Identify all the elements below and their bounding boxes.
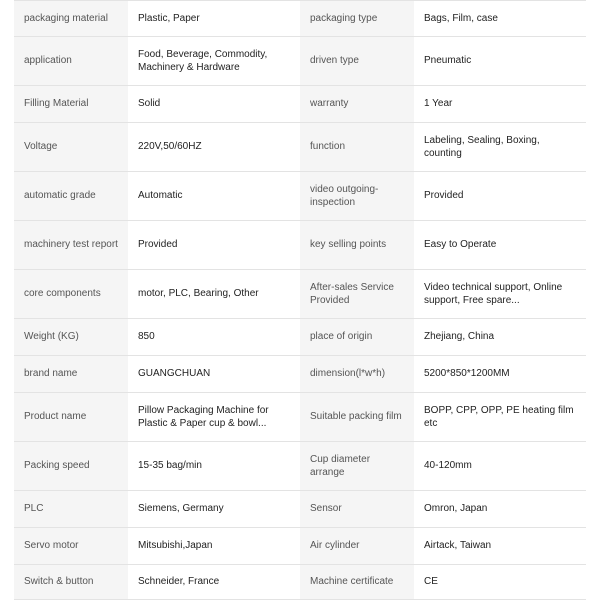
table-row [14, 392, 586, 441]
spec-key: Filling Material [14, 85, 128, 122]
spec-table [14, 1, 586, 600]
spec-value: 15-35 bag/min [128, 441, 300, 490]
spec-key: Packing speed [14, 441, 128, 490]
spec-key: Machine certificate [300, 564, 414, 599]
table-row [14, 355, 586, 392]
spec-value: Food, Beverage, Commodity, Machinery & Hardware [128, 36, 300, 85]
spec-value: 220V,50/60HZ [128, 122, 300, 171]
table-row [14, 122, 586, 171]
spec-key: After-sales Service Provided [300, 269, 414, 318]
spec-key: Servo motor [14, 527, 128, 564]
spec-key: Voltage [14, 122, 128, 171]
spec-value: Provided [128, 220, 300, 269]
spec-table-container [14, 0, 586, 601]
spec-key: core components [14, 269, 128, 318]
spec-value: GUANGCHUAN [128, 355, 300, 392]
spec-value: motor, PLC, Bearing, Other [128, 269, 300, 318]
spec-key: place of origin [300, 318, 414, 355]
spec-key: Weight (KG) [14, 318, 128, 355]
spec-table-body [14, 1, 586, 599]
spec-value: Pneumatic [414, 36, 586, 85]
table-row [14, 220, 586, 269]
spec-value: Easy to Operate [414, 220, 586, 269]
table-row [14, 1, 586, 36]
spec-value: Provided [414, 171, 586, 220]
spec-value: Schneider, France [128, 564, 300, 599]
spec-key: warranty [300, 85, 414, 122]
spec-value: Zhejiang, China [414, 318, 586, 355]
table-row [14, 441, 586, 490]
spec-key: Cup diameter arrange [300, 441, 414, 490]
spec-key: function [300, 122, 414, 171]
spec-value: Omron, Japan [414, 490, 586, 527]
spec-key: application [14, 36, 128, 85]
spec-value: Siemens, Germany [128, 490, 300, 527]
table-row [14, 85, 586, 122]
table-row [14, 269, 586, 318]
spec-value: Video technical support, Online support, Free spare... [414, 269, 586, 318]
spec-key: automatic grade [14, 171, 128, 220]
spec-key: Product name [14, 392, 128, 441]
table-row [14, 318, 586, 355]
spec-value: Bags, Film, case [414, 1, 586, 36]
spec-value: Plastic, Paper [128, 1, 300, 36]
spec-key: PLC [14, 490, 128, 527]
spec-key: packaging type [300, 1, 414, 36]
spec-value: Solid [128, 85, 300, 122]
spec-value: Pillow Packaging Machine for Plastic & Paper cup & bowl... [128, 392, 300, 441]
spec-key: packaging material [14, 1, 128, 36]
spec-key: dimension(l*w*h) [300, 355, 414, 392]
spec-value: 5200*850*1200MM [414, 355, 586, 392]
spec-key: Suitable packing film [300, 392, 414, 441]
spec-value: 1 Year [414, 85, 586, 122]
spec-value: CE [414, 564, 586, 599]
spec-key: Switch & button [14, 564, 128, 599]
table-row [14, 490, 586, 527]
spec-value: BOPP, CPP, OPP, PE heating film etc [414, 392, 586, 441]
spec-value: Automatic [128, 171, 300, 220]
spec-key: machinery test report [14, 220, 128, 269]
table-row [14, 527, 586, 564]
spec-key: video outgoing-inspection [300, 171, 414, 220]
spec-value: Labeling, Sealing, Boxing, counting [414, 122, 586, 171]
table-row [14, 564, 586, 599]
spec-key: key selling points [300, 220, 414, 269]
spec-value: Mitsubishi,Japan [128, 527, 300, 564]
spec-value: 40-120mm [414, 441, 586, 490]
spec-key: Sensor [300, 490, 414, 527]
spec-value: 850 [128, 318, 300, 355]
table-row [14, 171, 586, 220]
spec-key: brand name [14, 355, 128, 392]
spec-key: Air cylinder [300, 527, 414, 564]
spec-value: Airtack, Taiwan [414, 527, 586, 564]
spec-key: driven type [300, 36, 414, 85]
table-row [14, 36, 586, 85]
